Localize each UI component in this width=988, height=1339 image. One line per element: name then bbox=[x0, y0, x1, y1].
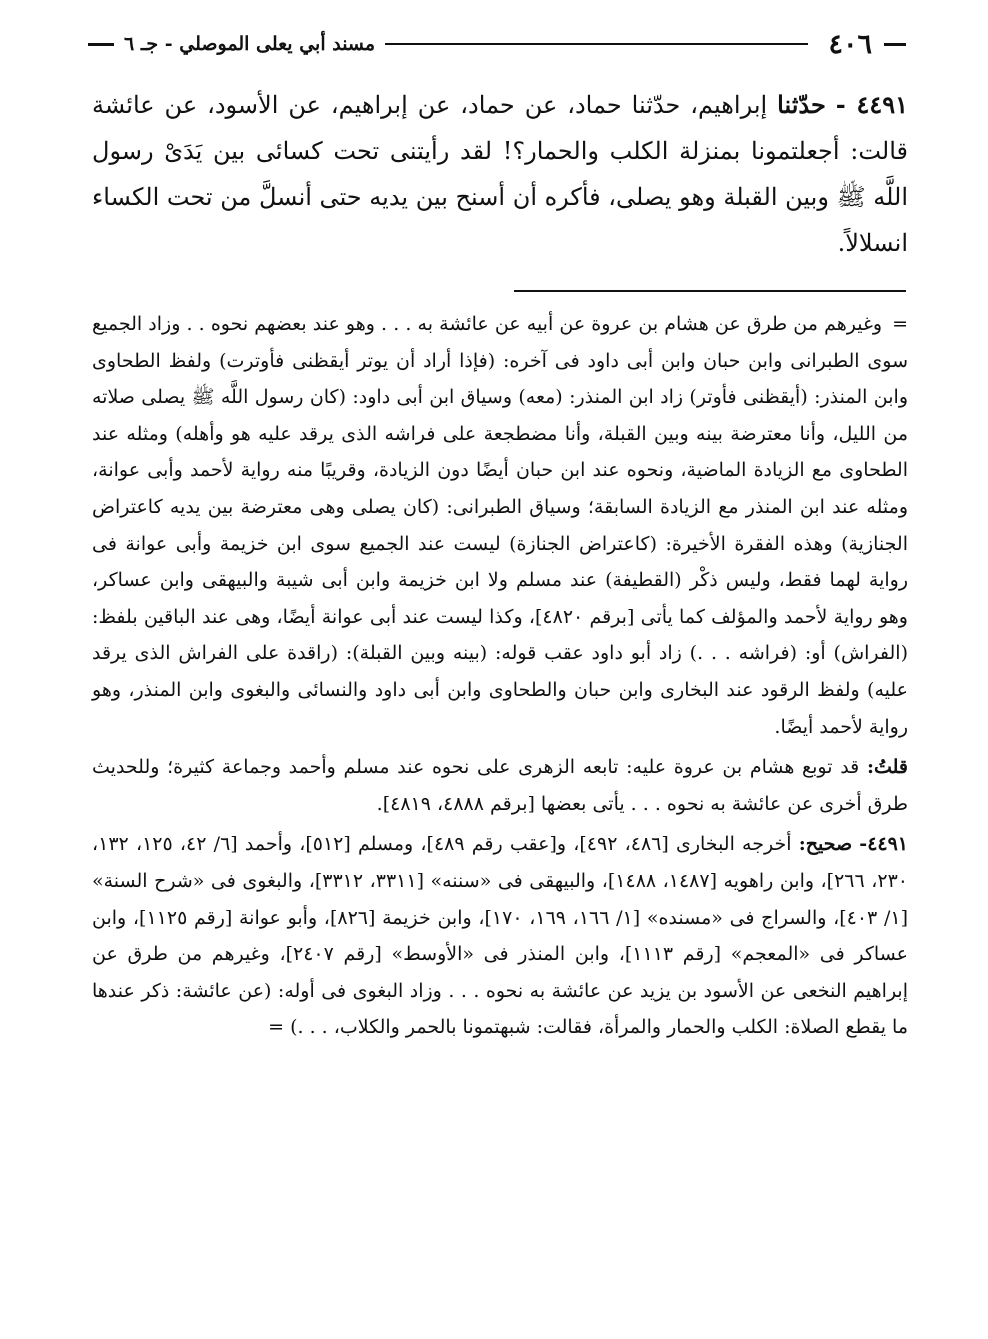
hadith-lead-word: حدّثنا bbox=[777, 90, 826, 119]
continuation-text: وغيرهم من طرق عن هشام بن عروة عن أبيه عن عائشة به . . . وهو عند بعضهم نحوه . . وزاد الجميع سوى الطبرانى وابن حبان وابن أبى داود فى آخره: (فإذا أراد أن يوتر أيقظنى فأوترت) ولفظ الطحاوى وابن المنذر: (أيقظنى فأوتر) زاد ابن المنذر: (معه) وسياق ابن أبى داود: (كان رسول اللَّه ﷺ يصلى صلاته من الليل، وأنا معترضة بينه وبين القبلة، وأنا مضطجعة على فراشه الذى يرقد عليه هو وأهله) ومثله عند الطحاوى مع الزيادة الماضية، ونحوه عند ابن حبان أيضًا دون الزيادة، وقريبًا منه رواية لأحمد وأبى عوانة، ومثله عند ابن المنذر مع الزيادة السابقة؛ وسياق الطبرانى: (كان يصلى وهى معترضة بين يديه كاعتراض الجنازية) وهذه الفقرة الأخيرة: (كاعتراض الجنازة) ليست عند الجميع سوى ابن خزيمة وأبى عوانة فى رواية لهما فقط، وليس ذكْر (القطيفة) عند مسلم ولا ابن خزيمة وابن أبى شيبة والبيهقى وابن عساكر، وهو رواية لأحمد والمؤلف كما يأتى [برقم ٤٨٢٠]، وكذا ليست عند أبى عوانة أيضًا، وهى عند الباقين بلفظ: (الفراش) أو: (فراشه . . .) زاد أبو داود عقب قوله: (بينه وبين القبلة): (راقدة على الفراش الذى يرقد عليه) ولفظ الرقود عند البخارى وابن حبان والطحاوى وابن أبى داود والنسائى والبغوى وابن المنذر، وهو رواية لأحمد أيضًا. bbox=[92, 313, 909, 738]
footnote-separator bbox=[514, 290, 906, 292]
footnote-continuation bbox=[92, 306, 908, 745]
continuation-marker: = bbox=[892, 313, 908, 335]
book-title: مسند أبي يعلى الموصلي - جـ ٦ bbox=[124, 33, 376, 55]
page-number: ٤٠٦ bbox=[828, 28, 872, 60]
takhrij-number: ٤٤٩١- bbox=[859, 833, 909, 856]
takhrij-text: أخرجه البخارى [٤٨٦، ٤٩٢]، و[عقب رقم ٤٨٩]، ومسلم [٥١٢]، وأحمد [٦/ ٤٢، ١٢٥، ١٣٢، ٢٣٠، ٢٦٦]، وابن راهويه [١٤٨٧، ١٤٨٨]، والبيهقى فى «سننه» [٣٣١١، ٣٣١٢]، والبغوى فى «شرح السنة» [١/ ٤٠٣]، والسراج فى «مسنده» [١/ ١٦٦، ١٦٩، ١٧٠]، وابن خزيمة [٨٢٦]، وأبو عوانة [رقم ١١٢٥]، وابن عساكر فى «المعجم» [رقم ١١١٣]، وابن المنذر فى «الأوسط» [رقم ٢٤٠٧]، وغيرهم من طرق عن إبراهيم النخعى عن الأسود بن يزيد عن عائشة به نحوه . . . وزاد البغوى فى أوله: (عن عائشة: ذكر عندها ما يقطع الصلاة: الكلب والحمار والمرأة، فقالت: شبهتمونا بالحمر والكلاب، . . .) bbox=[92, 833, 909, 1039]
footnote-takhrij bbox=[92, 826, 908, 1046]
hadith-body: إبراهيم، حدّثنا حماد، عن حماد، عن إبراهيم، عن الأسود، عن عائشة قالت: أجعلتمونا بمنزلة الكلب والحمار؟! لقد رأيتنى تحت كسائى بين يَدَىْ رسول اللَّه ﷺ وبين القبلة وهو يصلى، فأكره أن أسنح بين يديه حتى أنسلَّ من تحت الكساء انسلالاً. bbox=[92, 91, 908, 257]
hadith-text-block bbox=[92, 82, 908, 266]
footnotes bbox=[92, 306, 908, 1046]
footnote-qultu bbox=[92, 749, 908, 822]
qultu-text: قد توبع هشام بن عروة عليه: تابعه الزهرى على نحوه عند مسلم وأحمد وجماعة كثيرة؛ وللحديث طرق أخرى عن عائشة به نحوه . . . يأتى بعضها [برقم ٤٨٨٨، ٤٨١٩]. bbox=[92, 756, 908, 815]
hadith-number: ٤٤٩١ - bbox=[835, 90, 908, 119]
end-marker: = bbox=[268, 1016, 285, 1039]
takhrij-grade: صحيح: bbox=[798, 833, 853, 856]
running-header bbox=[88, 22, 906, 66]
header-dash-right bbox=[884, 43, 906, 46]
qultu-label: قلتُ: bbox=[866, 756, 908, 779]
header-rule bbox=[385, 43, 808, 45]
header-dash-left bbox=[88, 43, 114, 46]
